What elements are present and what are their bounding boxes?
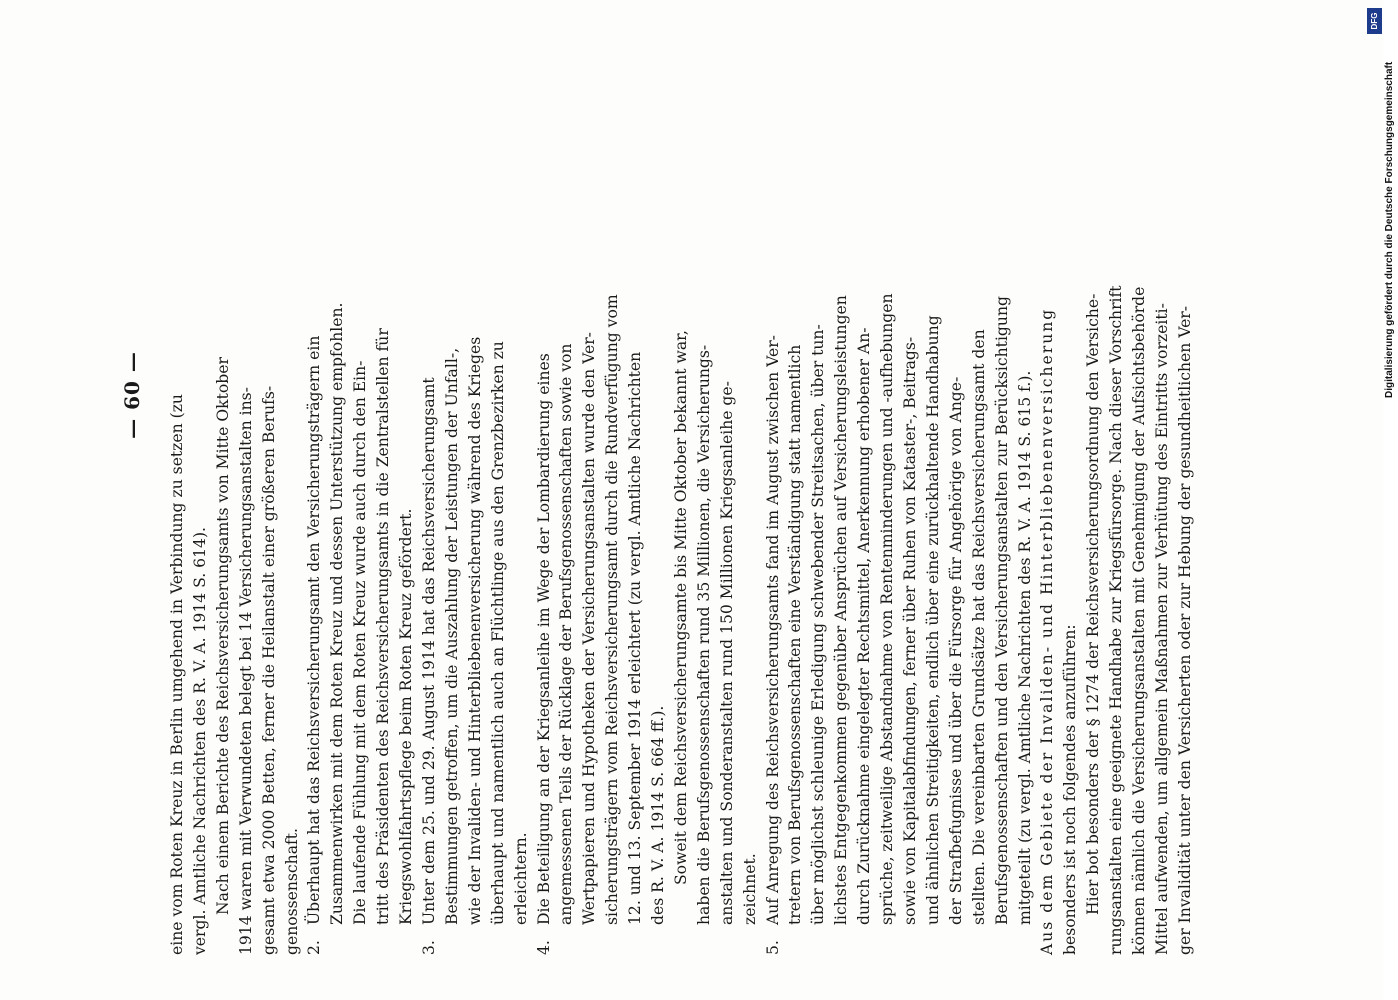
- item-number: 3.: [419, 940, 438, 955]
- paragraph: [212, 0, 304, 955]
- text-line: rungsanstalten eine geeignete Handhabe zur Kriegsfürsorge. Nach dieser Vorschrift: [1107, 285, 1126, 955]
- text-line: Bestimmungen getroffen, um die Auszahlung der Leistungen der Unfall-,: [442, 347, 461, 925]
- text-line: Überhaupt hat das Reichsversicherungsamt den Versicherungsträgern ein: [305, 335, 324, 925]
- text-line: stellten. Die vereinbarten Grundsätze hat das Reichsversicherungsamt den: [969, 329, 988, 925]
- text-line: Soweit dem Reichsversicherungsamte bis Mitte Oktober bekannt war,: [671, 330, 690, 885]
- item-text: [303, 0, 418, 925]
- text-line: erleichtern.: [511, 832, 530, 925]
- text-line: sicherungsträgern vom Reichsversicherungsamt durch die Rundverfügung vom: [603, 294, 622, 925]
- text-line: können nämlich die Versicherungsanstalten mit Genehmigung der Aufsichtsbehörde: [1130, 286, 1149, 955]
- text-line: Die laufende Fühlung mit dem Roten Kreuz wurde auch durch den Ein-: [351, 360, 370, 925]
- numbered-item: [303, 0, 418, 955]
- text-line: haben die Berufsgenossenschaften rund 35 Millionen, die Versicherungs-: [694, 344, 713, 925]
- text-line: Auf Anregung des Reichsversicherungsamts fand im August zwischen Ver-: [763, 335, 782, 925]
- text-line: Hier bot besonders der § 1274 der Reichsversicherungsordnung den Versiche-: [1084, 293, 1103, 915]
- text-line: wie der Invaliden- und Hinterbliebenenversicherung während des Krieges: [465, 336, 484, 925]
- text-line: genossenschaft.: [282, 828, 301, 955]
- item-number: 4.: [534, 940, 553, 955]
- closing-paragraph: [1036, 0, 1196, 955]
- text-line: Berufsgenossenschaften und den Versicherungsanstalten zur Berücksichtigung: [992, 296, 1011, 925]
- text-line: Mittel aufwenden, um allgemein Maßnahmen zur Verhütung des Eintritts vorzeiti-: [1152, 303, 1171, 955]
- text-line: vergl. Amtliche Nachrichten des R. V. A. 1914 S. 614).: [190, 527, 209, 955]
- dfg-logo: [1367, 8, 1382, 34]
- digitization-credit: [1366, 8, 1395, 398]
- page-number: — 60 —: [120, 351, 144, 439]
- item-number: 5.: [763, 940, 782, 955]
- numbered-item: [418, 0, 533, 955]
- text-line: zeichnet.: [740, 853, 759, 925]
- text-line: eine vom Roten Kreuz in Berlin umgehend in Verbindung zu setzen (zu: [168, 394, 186, 955]
- text-line: 12. und 13. September 1914 erleichtert (zu vergl. Amtliche Nachrichten: [626, 351, 645, 925]
- text-line: sprüche, zeitweilige Abstandnahme von Rentenminderungen und -aufhebungen: [878, 293, 897, 925]
- text-line: und ähnlichen Streitigkeiten, endlich über eine zurückhaltende Handhabung: [923, 315, 942, 925]
- text-line: sowie von Kapitalabfindungen, ferner über Ruhen von Kataster-, Beitrags-: [901, 336, 919, 925]
- text-line: lichstes Entgegenkommen gegenüber Ansprüchen auf Versicherungsleistungen: [832, 295, 851, 925]
- text-line: tritt des Präsidenten des Reichsversicherungsamts in die Zentralstellen für: [374, 328, 393, 925]
- text-line: Nach einem Berichte des Reichsversicherungsamts von Mitte Oktober: [213, 357, 232, 915]
- text-line: mitgeteilt (zu vergl. Amtliche Nachrichten des R. V. A. 1914 S. 615 f.).: [1015, 370, 1034, 925]
- body-text: [166, 0, 1197, 955]
- paragraph: [166, 0, 212, 955]
- item-number: 2.: [305, 940, 324, 955]
- page-content: [120, 0, 1194, 955]
- text-line: 1914 waren mit Verwundeten belegt bei 14 Versicherungsanstalten ins-: [236, 387, 255, 955]
- numbered-item: [533, 0, 762, 955]
- text-line: Kriegswohlfahrtspflege beim Roten Kreuz gefördert.: [397, 508, 416, 925]
- text-line: Zusammenwirken mit dem Roten Kreuz und dessen Unterstützung empfohlen.: [328, 302, 347, 925]
- dfg-logo-text: DFG: [1370, 12, 1379, 30]
- text-line: angemessenen Teils der Rücklage der Berufsgenossenschaften sowie von: [557, 343, 576, 925]
- text-line: der Strafbefugnisse und über die Fürsorge für Angehörige von Ange-: [946, 376, 965, 925]
- item-text: [762, 0, 1037, 925]
- numbered-item: [762, 0, 1037, 955]
- text-line: tretern von Berufsgenossenschaften eine Verständigung statt namentlich: [786, 344, 805, 925]
- rotated-page: [120, 0, 1194, 955]
- item-text: [418, 0, 533, 925]
- text-line: ger Invalidität unter den Versicherten oder zur Hebung der gesundheitlichen Ver-: [1175, 305, 1194, 955]
- text-line: anstalten und Sonderanstalten rund 150 Millionen Kriegsanleihe ge-: [717, 381, 736, 925]
- text-line: des R. V. A. 1914 S. 664 ff.).: [649, 705, 668, 925]
- item-text: [533, 0, 762, 925]
- text-line: durch Zurücknahme eingelegter Rechtsmittel, Anerkennung erhobener An-: [855, 327, 874, 925]
- text-line: Unter dem 25. und 29. August 1914 hat das Reichsversicherungsamt: [419, 377, 438, 925]
- text-line: Wertpapieren und Hypotheken der Versicherungsanstalten wurde den Ver-: [580, 332, 599, 925]
- text-line: gesamt etwa 2000 Betten, ferner die Heilanstalt einer größeren Berufs-: [259, 385, 278, 955]
- credit-text: Digitalisierung gefördert durch die Deutsche Forschungsgemeinschaft: [1384, 61, 1395, 398]
- text-line: überhaupt und namentlich auch an Flüchtlinge aus den Grenzbezirken zu: [488, 341, 507, 925]
- text-line: Die Beteiligung an der Kriegsanleihe im Wege der Lombardierung eines: [534, 353, 553, 925]
- text-line: Aus dem Gebiete der Invaliden- und Hinterbliebenenversicherung: [1038, 307, 1057, 955]
- text-line: über möglichst schleunige Erledigung schwebender Streitsachen, über tun-: [809, 324, 828, 925]
- text-line: besonders ist noch folgendes anzuführen:: [1061, 624, 1080, 955]
